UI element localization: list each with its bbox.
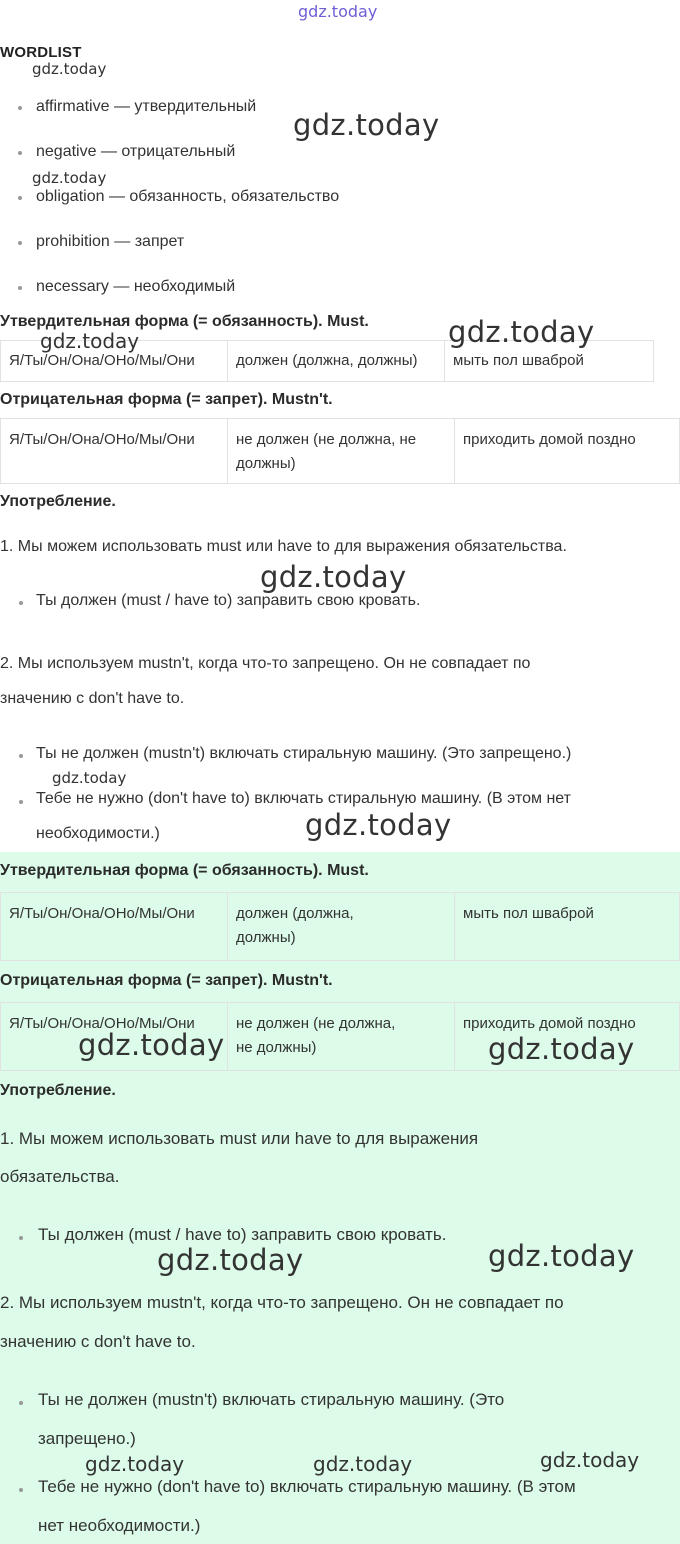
table-cell bbox=[228, 1003, 455, 1071]
affirmative-heading: Утвердительная форма (= обязанность). Must. bbox=[0, 313, 369, 330]
watermark: gdz.today bbox=[293, 108, 440, 142]
usage-paragraph-1: 1. Мы можем использовать must или have to для выражения bbox=[0, 1129, 479, 1148]
table-row bbox=[1, 893, 680, 961]
table-cell: приходить домой поздно bbox=[455, 1003, 680, 1071]
wordlist-title: WORDLIST bbox=[0, 44, 82, 61]
table-cell: приходить домой поздно bbox=[455, 419, 680, 484]
affirmative-heading: Утвердительная форма (= обязанность). Must. bbox=[0, 862, 369, 879]
usage-paragraph-2-cont: значению с don't have to. bbox=[0, 1332, 196, 1351]
usage-heading: Употребление. bbox=[0, 1082, 116, 1099]
negative-heading: Отрицательная форма (= запрет). Mustn't. bbox=[0, 391, 333, 408]
bullet-dot bbox=[19, 1401, 23, 1405]
cell-line: не должен (не должна, bbox=[236, 1015, 396, 1032]
table-cell: Я/Ты/Он/Она/ОНо/Мы/Они bbox=[1, 341, 228, 382]
table-cell bbox=[228, 419, 455, 484]
watermark: gdz.today bbox=[488, 1032, 635, 1066]
example-bullet: Ты не должен (mustn't) включать стиральную машину. (Это bbox=[38, 1390, 505, 1409]
list-item: prohibition — запрет bbox=[0, 232, 480, 277]
negative-table bbox=[0, 418, 680, 484]
example-bullet: Тебе не нужно (don't have to) включать стиральную машину. (В этом bbox=[38, 1477, 576, 1496]
watermark: gdz.today bbox=[32, 60, 107, 78]
usage-paragraph-2-cont: значению с don't have to. bbox=[0, 690, 185, 707]
example-bullet-cont: запрещено.) bbox=[38, 1429, 136, 1448]
watermark: gdz.today bbox=[157, 1243, 304, 1277]
bullet-dot bbox=[19, 754, 23, 758]
cell-line: должен (должна, bbox=[236, 905, 354, 922]
watermark: gdz.today bbox=[40, 329, 140, 353]
usage-paragraph-1: 1. Мы можем использовать must или have to для выражения обязательства. bbox=[0, 538, 567, 555]
usage-heading: Употребление. bbox=[0, 493, 116, 510]
table-cell: мыть пол шваброй bbox=[455, 893, 680, 961]
bullet-dot bbox=[19, 800, 23, 804]
list-item: necessary — необходимый bbox=[0, 277, 480, 322]
example-bullet: Ты не должен (mustn't) включать стиральную машину. (Это запрещено.) bbox=[36, 745, 572, 762]
example-bullet-cont: нет необходимости.) bbox=[38, 1516, 201, 1535]
table-cell: Я/Ты/Он/Она/ОНо/Мы/Они bbox=[1, 893, 228, 961]
bullet-dot bbox=[19, 1488, 23, 1492]
list-item: obligation — обязанность, обязательство bbox=[0, 187, 480, 232]
cell-line: должны) bbox=[236, 929, 296, 946]
watermark: gdz.today bbox=[488, 1239, 635, 1273]
table-cell: Я/Ты/Он/Она/ОНо/Мы/Они bbox=[1, 1003, 228, 1071]
bullet-dot bbox=[19, 601, 23, 605]
watermark: gdz.today bbox=[448, 315, 595, 349]
watermark: gdz.today bbox=[52, 769, 127, 787]
watermark: gdz.today bbox=[32, 169, 107, 187]
table-row bbox=[1, 419, 680, 484]
watermark: gdz.today bbox=[260, 560, 407, 594]
table-cell: Я/Ты/Он/Она/ОНо/Мы/Они bbox=[1, 419, 228, 484]
list-item: affirmative — утвердительный bbox=[0, 97, 480, 142]
usage-paragraph-2: 2. Мы используем mustn't, когда что-то запрещено. Он не совпадает по bbox=[0, 1293, 564, 1312]
table-cell: должен (должна, должны) bbox=[228, 341, 445, 382]
example-bullet: Ты должен (must / have to) заправить свою кровать. bbox=[36, 592, 421, 609]
list-item: negative — отрицательный bbox=[0, 142, 480, 187]
cell-line: не должен (не должна, не bbox=[236, 431, 417, 448]
watermark: gdz.today bbox=[313, 1452, 413, 1476]
bullet-dot bbox=[19, 1236, 23, 1240]
usage-paragraph-1-cont: обязательства. bbox=[0, 1167, 120, 1186]
watermark: gdz.today bbox=[78, 1028, 225, 1062]
table-cell: мыть пол шваброй bbox=[445, 341, 654, 382]
table-cell bbox=[228, 893, 455, 961]
affirmative-table bbox=[0, 892, 680, 961]
watermark: gdz.today bbox=[540, 1448, 640, 1472]
cell-line: не должны) bbox=[236, 1039, 317, 1056]
negative-heading: Отрицательная форма (= запрет). Mustn't. bbox=[0, 972, 333, 989]
example-bullet: Тебе не нужно (don't have to) включать стиральную машину. (В этом нет bbox=[36, 790, 571, 807]
usage-paragraph-2: 2. Мы используем mustn't, когда что-то запрещено. Он не совпадает по bbox=[0, 655, 531, 672]
watermark: gdz.today bbox=[298, 2, 378, 21]
example-bullet: Ты должен (must / have to) заправить свою кровать. bbox=[38, 1225, 447, 1244]
example-bullet-cont: необходимости.) bbox=[36, 825, 160, 842]
cell-line: должны) bbox=[236, 455, 296, 472]
watermark: gdz.today bbox=[85, 1452, 185, 1476]
watermark: gdz.today bbox=[305, 808, 452, 842]
